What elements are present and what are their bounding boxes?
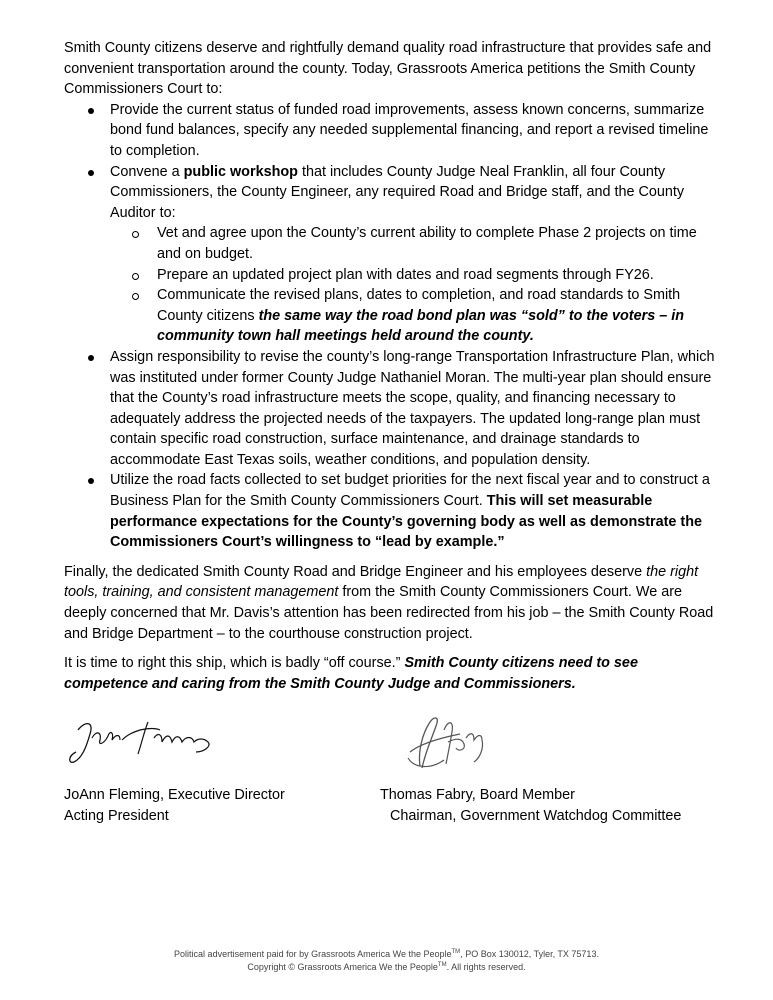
sub-list-item [64, 285, 724, 347]
paragraph-text: from the Smith County Commissioners Court. We are deeply concerned that Mr. Davis’s attention has been redirected from his job – the Smith County Road and Bridge Department – to the courthouse construction project. [64, 584, 714, 642]
bold-italic-phrase: the same way the road bond plan was “sold” to the voters – in community town hall meetings held around the county. [157, 307, 684, 345]
bullet-text: Utilize the road facts collected to set budget priorities for the next fiscal year and to construct a Business Plan for the Smith County Commissioners Court. [110, 472, 710, 510]
petition-list [64, 100, 724, 553]
bold-italic-phrase: Smith County citizens need to see competence and caring from the Smith County Judge and Commissioners. [64, 655, 638, 692]
footer-line-1 [0, 948, 773, 961]
trademark-mark: TM [451, 949, 461, 955]
finally-paragraph [64, 562, 724, 644]
footer-text: Copyright © Grassroots America We the People [247, 962, 438, 972]
list-item [64, 347, 724, 471]
bullet-text: Provide the current status of funded road improvements, assess known concerns, summarize bond fund balances, specify any needed supplemental financing, and report a revised timeline to completion. [110, 101, 709, 159]
signatory-left [64, 785, 285, 827]
paragraph-text: Finally, the dedicated Smith County Road and Bridge Engineer and his employees deserve [64, 563, 647, 580]
bullet-text: Assign responsibility to revise the county’s long-range Transportation Infrastructure Plan, which was instituted under former County Judge Nathaniel Moran. The multi-year plan should ensure that the County’s road infrastructure meets the scope, quality, and financing necessary to adequately address the projected needs of the taxpayers. The updated long-range plan must contain specific road construction, surface maintenance, and drainage standards to accommodate East Texas soils, weather conditions, and population density. [110, 348, 715, 468]
bullet-text: that includes County Judge Neal Franklin, all four County Commissioners, the County Engineer, any required Road and Bridge staff, and the County Auditor to: [110, 163, 685, 221]
italic-phrase: the right tools, training, and consistent management [64, 563, 699, 601]
signatory-name-title: JoAnn Fleming, Executive Director [64, 787, 285, 803]
footer-line-2 [0, 961, 773, 974]
list-item [64, 162, 724, 347]
signatory-role: Chairman, Government Watchdog Committee [390, 808, 682, 824]
footer-text: . All rights reserved. [446, 962, 526, 972]
signatory-right [380, 785, 681, 827]
bullet-text: Convene a [110, 163, 184, 180]
list-item [64, 100, 724, 162]
signatory-role: Acting President [64, 808, 169, 824]
sub-list-item [64, 265, 724, 286]
workshop-sublist [110, 223, 724, 347]
footer-text: , PO Box 130012, Tyler, TX 75713. [460, 949, 599, 959]
bold-phrase: This will set measurable performance expectations for the County’s governing body as well as demonstrate the Commissioners Court’s willingness to “lead by example.” [110, 493, 703, 551]
footer-text: Political advertisement paid for by Grassroots America We the People [174, 949, 452, 959]
sub-item-text: Prepare an updated project plan with dates and road segments through FY26. [157, 266, 654, 283]
sub-item-text: Vet and agree upon the County’s current ability to complete Phase 2 projects on time and on budget. [157, 225, 697, 262]
signature-thomas-fabry [400, 708, 510, 783]
footer-disclaimer [0, 948, 773, 974]
trademark-mark: TM [437, 962, 447, 968]
sub-list-item [64, 223, 724, 264]
intro-paragraph: Smith County citizens deserve and rightfully demand quality road infrastructure that provides safe and convenient transportation around the county. Today, Grassroots America petitions the Smith County Commissioners Court to: [64, 40, 712, 98]
sub-item-text: Communicate the revised plans, dates to completion, and road standards to Smith County citizens [157, 287, 681, 324]
bold-phrase: public workshop [183, 163, 298, 180]
paragraph-text: It is time to right this ship, which is badly “off course.” [64, 655, 405, 672]
signature-joann-fleming [64, 712, 224, 777]
list-item [64, 470, 724, 552]
closing-paragraph [64, 653, 724, 694]
letter-body [64, 38, 724, 694]
signatory-name-title: Thomas Fabry, Board Member [380, 787, 575, 803]
